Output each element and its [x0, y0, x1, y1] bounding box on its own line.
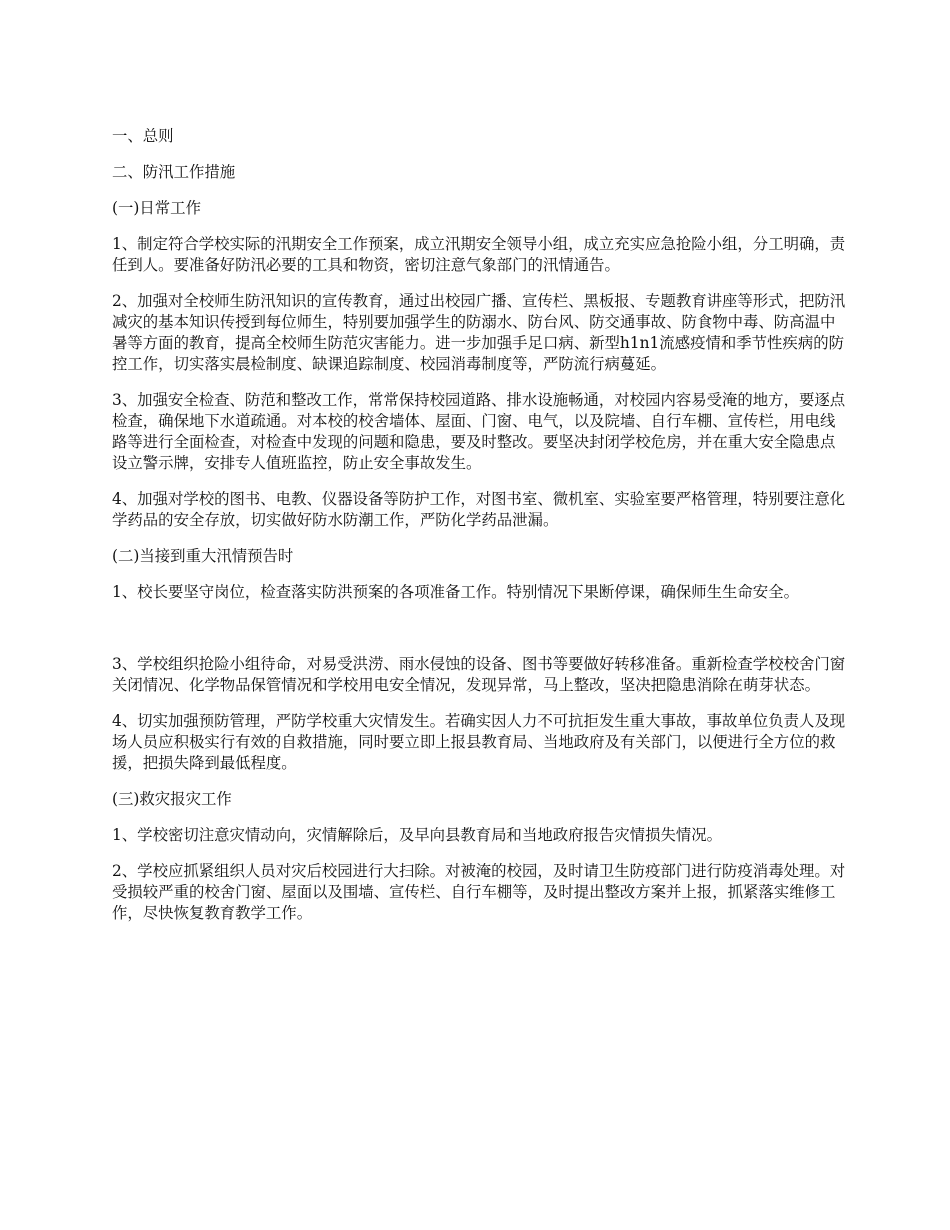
paragraph-4: 4、加强对学校的图书、电教、仪器设备等防护工作，对图书室、微机室、实验室要严格管理，特别要注意化学药品的安全存放，切实做好防水防潮工作，严防化学药品泄漏。: [112, 490, 846, 529]
paragraph-7: 4、切实加强预防管理，严防学校重大灾情发生。若确实因人力不可抗拒发生重大事故，事故单位负责人及现场人员应积极实行有效的自救措施，同时要立即上报县教育局、当地政府及有关部门，以便进行全方位的救援，把损失降到最低程度。: [112, 712, 846, 772]
paragraph-3: 3、加强安全检查、防范和整改工作，常常保持校园道路、排水设施畅通，对校园内容易受淹的地方，要逐点检查，确保地下水道疏通。对本校的校舍墙体、屋面、门窗、电气，以及院墙、自行车棚、宣传栏，用电线路等进行全面检查，对检查中发现的问题和隐患，要及时整改。要坚决封闭学校危房，并在重大安全隐患点设立警示牌，安排专人值班监控，防止安全事故发生。: [112, 391, 846, 472]
heading-flood-measures: 二、防汛工作措施: [112, 163, 236, 181]
heading-general: 一、总则: [112, 127, 174, 145]
paragraph-1: 1、制定符合学校实际的汛期安全工作预案，成立汛期安全领导小组，成立充实应急抢险小组，分工明确，责任到人。要准备好防汛必要的工具和物资，密切注意气象部门的汛情通告。: [112, 235, 846, 274]
subheading-daily-work: (一)日常工作: [112, 199, 201, 217]
paragraph-2: 2、加强对全校师生防汛知识的宣传教育，通过出校园广播、宣传栏、黑板报、专题教育讲座等形式，把防汛减灾的基本知识传授到每位师生，特别要加强学生的防溺水、防台风、防交通事故、防食物中毒、防高温中暑等方面的教育，提高全校师生防范灾害能力。进一步加强手足口病、新型h1n1流感疫情和季节性疾病的防控工作，切实落实晨检制度、缺课追踪制度、校园消毒制度等，严防流行病蔓延。: [112, 292, 846, 373]
paragraph-5: 1、校长要坚守岗位，检查落实防洪预案的各项准备工作。特别情况下果断停课，确保师生生命安全。: [112, 583, 799, 601]
subheading-major-flood-warning: (二)当接到重大汛情预告时: [112, 547, 294, 565]
paragraph-6: 3、学校组织抢险小组待命，对易受洪涝、雨水侵蚀的设备、图书等要做好转移准备。重新检查学校校舍门窗关闭情况、化学物品保管情况和学校用电安全情况，发现异常，马上整改，坚决把隐患消除在萌芽状态。: [112, 655, 846, 694]
paragraph-9: 2、学校应抓紧组织人员对灾后校园进行大扫除。对被淹的校园，及时请卫生防疫部门进行防疫消毒处理。对受损较严重的校舍门窗、屋面以及围墙、宣传栏、自行车棚等，及时提出整改方案并上报，抓紧落实维修工作，尽快恢复教育教学工作。: [112, 862, 846, 922]
paragraph-8: 1、学校密切注意灾情动向，灾情解除后，及早向县教育局和当地政府报告灾情损失情况。: [112, 826, 723, 844]
document-body: [112, 126, 847, 939]
subheading-disaster-relief: (三)救灾报灾工作: [112, 790, 232, 808]
